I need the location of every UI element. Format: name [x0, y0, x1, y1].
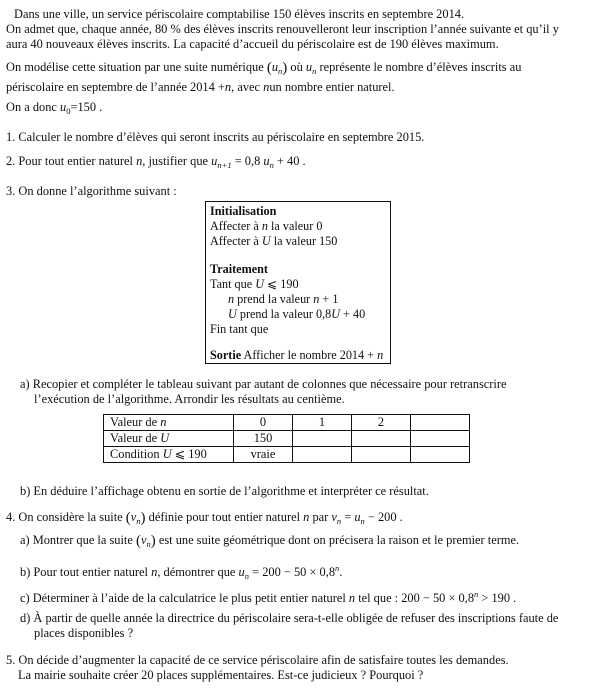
q4-v-subscript: n: [136, 516, 141, 526]
table-label-u-var: U: [160, 431, 170, 446]
question-1: 1. Calculer le nombre d’élèves qui seront inscrits au périscolaire en septembre 2015.: [6, 130, 425, 144]
seq-u-subscript: n: [278, 66, 283, 76]
q4-v-symbol: v: [130, 510, 137, 524]
intro-line-5-text-c: un nombre entier naturel.: [269, 80, 395, 94]
algo-step2-var2: U: [331, 307, 341, 321]
q4b-u-symbol: u: [238, 565, 245, 579]
q2-text-c: = 0,8: [231, 154, 261, 168]
table-label-cond-text: Condition: [110, 447, 160, 462]
question-4: 4. On considère la suite $(v_n)$ définie pour tout entier naturel n par $v_n = u_n - 200$ .: [6, 510, 403, 526]
question-4d-line-1: d) À partir de quelle année la directrice du périscolaire sera-t-elle obligée de refuser des inscriptions faute de: [20, 611, 559, 625]
algo-init2-end: la valeur 150: [273, 234, 338, 248]
q4b-text-a: b) Pour tout entier naturel: [20, 565, 149, 579]
q4-text-e: − 200 .: [367, 510, 403, 524]
algo-while-var: U: [255, 277, 264, 291]
intro-n-symbol-2: n: [263, 80, 270, 94]
q4-text-d: =: [344, 510, 352, 524]
table-cell: [293, 431, 352, 447]
table-cell: [293, 447, 352, 463]
question-2: [6, 154, 306, 170]
intro-line-2: On admet que, chaque année, 80 % des élèves inscrits renouvelleront leur inscription l’année suivante et qu’il y: [6, 22, 559, 36]
seq-u-symbol: u: [271, 60, 279, 74]
intro-line-5-text-a: périscolaire en septembre de l’année 2014 +: [6, 80, 225, 94]
algo-end-while: Fin tant que: [210, 322, 269, 336]
question-4a: a) Montrer que la suite $(v_n)$ est une suite géométrique dont on précisera la raison et le premier terme.: [20, 533, 520, 549]
algo-init-title: Initialisation: [210, 204, 277, 218]
table-cell: 150: [234, 431, 293, 447]
q4c-text-a: c) Déterminer à l’aide de la calculatrice le plus petit entier naturel: [20, 591, 346, 605]
table-label-n: [104, 415, 234, 431]
table-row-condition: [104, 447, 470, 463]
table-cell: 1: [293, 415, 352, 431]
intro-line-4-text-a: On modélise cette situation par une suite numérique: [6, 60, 264, 74]
algo-step1-var: n: [228, 292, 235, 306]
intro-line-6-text-b: =150 .: [70, 100, 103, 114]
intro-line-5: [6, 80, 395, 95]
table-cell: [411, 431, 470, 447]
table-cell: [411, 447, 470, 463]
table-cell: 2: [352, 415, 411, 431]
q4-n-symbol: n: [303, 510, 310, 524]
algo-init-line-1: [210, 219, 322, 233]
q4c-n-symbol: n: [348, 591, 356, 605]
q4-v2-subscript: n: [336, 516, 342, 526]
table-label-cond-var: U: [162, 447, 172, 462]
q4-text-a: 4. On considère la suite: [6, 510, 123, 524]
algo-output-var: n: [377, 348, 384, 362]
question-3b: b) En déduire l’affichage obtenu en sortie de l’algorithme et interpréter ce résultat.: [20, 484, 429, 498]
intro-line-3: aura 40 nouveaux élèves inscrits. La capacité d’accueil du périscolaire est de 190 élèves maximum.: [6, 37, 499, 51]
table-label-u: [104, 431, 234, 447]
q4b-u-subscript: n: [244, 571, 249, 581]
q4c-exponent: n: [474, 589, 479, 599]
table-row-u: [104, 431, 470, 447]
q2-u-symbol: u: [211, 154, 218, 168]
un-subscript: n: [312, 66, 317, 76]
algo-trait-title: Traitement: [210, 262, 268, 276]
un-symbol: u: [305, 60, 313, 74]
q4-v2-symbol: v: [331, 510, 337, 524]
table-label-condition: [104, 447, 234, 463]
question-3a-line-2: l’exécution de l’algorithme. Arrondir les résultats au centième.: [34, 392, 345, 406]
table-label-cond-end: ⩽ 190: [174, 447, 207, 462]
q2-sub-1: n+1: [217, 160, 232, 170]
u0-subscript: 0: [66, 106, 71, 116]
question-4b: [20, 563, 342, 581]
q2-sub-2: n: [269, 160, 274, 170]
intro-line-4: On modélise cette situation par une suite numérique $(u_n)$ où $u_n$ représente le nombre d’élèves inscrits au: [6, 60, 522, 76]
algo-init2-var: U: [261, 234, 271, 248]
q4c-text-c: > 190 .: [478, 591, 517, 605]
question-4c: [20, 589, 516, 606]
intro-line-6-text-a: On a donc: [6, 100, 57, 114]
algo-init1-text: Affecter à: [210, 219, 259, 233]
algo-output-text: Afficher le nombre 2014 +: [243, 348, 375, 362]
algo-init2-text: Affecter à: [210, 234, 259, 248]
algo-while-cond: ⩽ 190: [267, 277, 299, 291]
algo-step-1: [228, 292, 338, 306]
q2-u2-symbol: u: [263, 154, 270, 168]
q4a-text-b: est une suite géométrique dont on précisera la raison et le premier terme.: [158, 533, 520, 547]
algo-init1-var: n: [261, 219, 268, 233]
table-cell: [352, 447, 411, 463]
execution-table: [103, 414, 470, 463]
q2-text-a: 2. Pour tout entier naturel: [6, 154, 133, 168]
table-label-n-text: Valeur de: [110, 415, 158, 430]
q4-text-b: définie pour tout entier naturel: [148, 510, 301, 524]
table-cell: [352, 431, 411, 447]
intro-line-4-text-c: représente le nombre d’élèves inscrits au: [319, 60, 522, 74]
question-3: 3. On donne l’algorithme suivant :: [6, 184, 177, 198]
q4a-text-a: a) Montrer que la suite: [20, 533, 133, 547]
algo-output-line: [210, 348, 383, 362]
intro-line-1: Dans une ville, un service périscolaire comptabilise 150 élèves inscrits en septembre 2014.: [14, 7, 465, 21]
q4a-v-symbol: v: [140, 533, 147, 547]
q4-u-subscript: n: [360, 516, 365, 526]
algo-step1-var2: n: [313, 292, 320, 306]
q4b-text-c: = 200 − 50 × 0,8: [252, 565, 336, 579]
intro-line-5-text-b: , avec: [231, 80, 261, 94]
intro-line-6: [6, 100, 102, 116]
u0-symbol: u: [60, 100, 67, 114]
q4b-text-b: , démontrer que: [157, 565, 236, 579]
q4-text-c: par: [312, 510, 329, 524]
intro-line-4-text-b: où: [290, 60, 303, 74]
algo-step2-var: U: [228, 307, 237, 321]
table-label-n-var: n: [160, 415, 167, 430]
q4-u-symbol: u: [354, 510, 361, 524]
q4a-v-subscript: n: [146, 539, 151, 549]
algo-step1-text: prend la valeur: [237, 292, 311, 306]
table-cell: vraie: [234, 447, 293, 463]
question-4d-line-2: places disponibles ?: [34, 626, 134, 640]
algo-init-line-2: [210, 234, 337, 248]
q2-text-b: , justifier que: [142, 154, 209, 168]
question-5-line-2: La mairie souhaite créer 20 places supplémentaires. Est-ce judicieux ? Pourquoi ?: [18, 668, 424, 682]
table-cell: [411, 415, 470, 431]
q2-n-symbol: n: [136, 154, 143, 168]
algo-init1-end: la valeur 0: [271, 219, 323, 233]
algo-step-2: [228, 307, 365, 321]
algo-while-text: Tant que: [210, 277, 253, 291]
algo-step2-end: + 40: [343, 307, 366, 321]
algo-while-line: [210, 277, 299, 291]
question-3a-line-1: a) Recopier et compléter le tableau suivant par autant de colonnes que nécessaire pour retranscrire: [20, 377, 507, 391]
algo-output-title: Sortie: [210, 348, 242, 362]
table-label-u-text: Valeur de: [110, 431, 158, 446]
q4c-text-b: tel que : 200 − 50 × 0,8: [358, 591, 475, 605]
algorithm-box: [205, 201, 391, 364]
intro-n-symbol: n: [224, 80, 232, 94]
question-5-line-1: 5. On décide d’augmenter la capacité de ce service périscolaire afin de satisfaire toutes les demandes.: [6, 653, 509, 667]
algo-step1-end: + 1: [322, 292, 339, 306]
q4b-n-symbol: n: [151, 565, 158, 579]
q4b-exponent: n: [335, 563, 340, 573]
algo-step2-text: prend la valeur 0,8: [239, 307, 332, 321]
table-row-n: [104, 415, 470, 431]
q4b-text-d: .: [339, 565, 343, 579]
table-cell: 0: [234, 415, 293, 431]
q2-text-d: + 40 .: [273, 154, 306, 168]
